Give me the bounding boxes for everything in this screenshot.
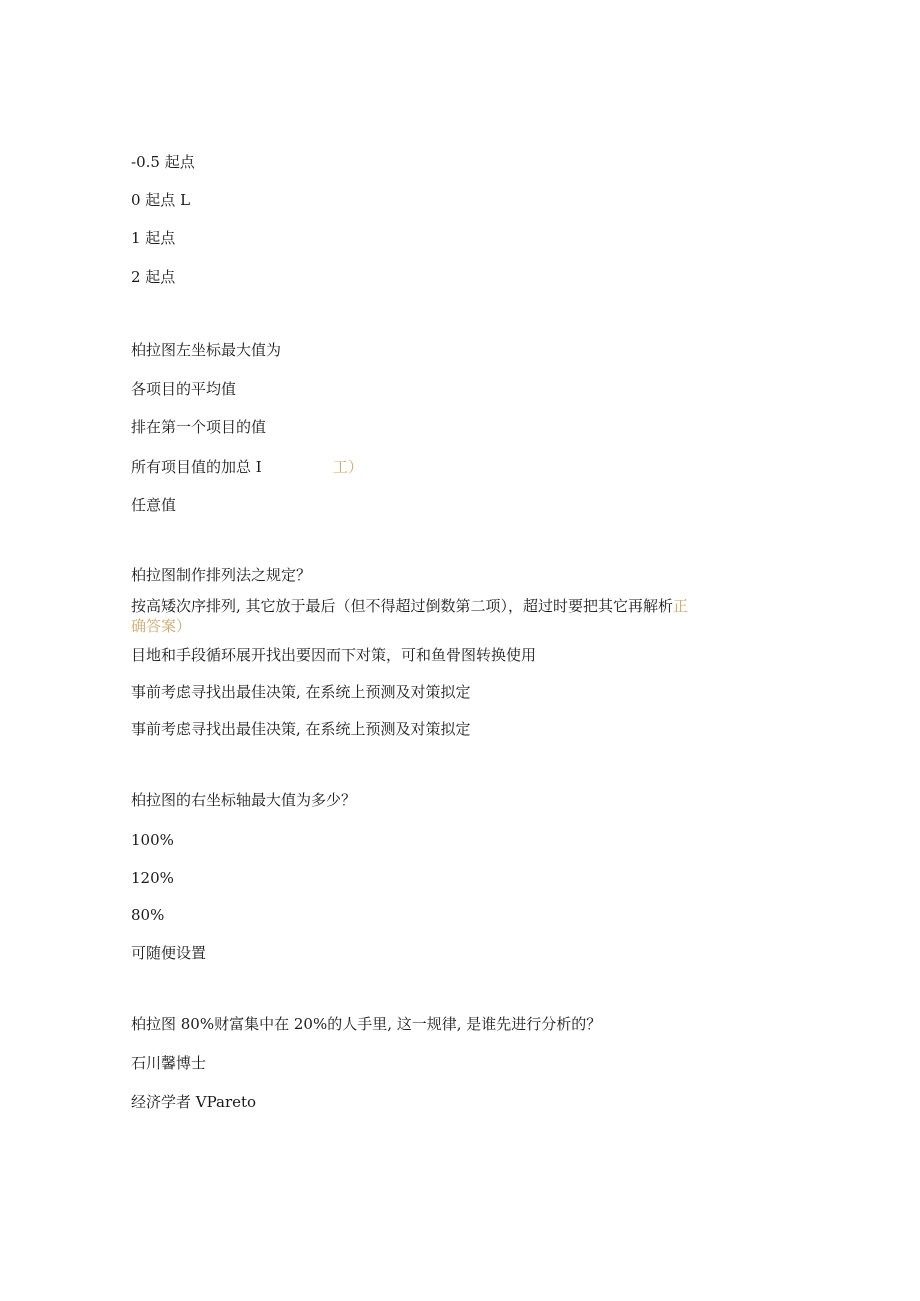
q3-option-1-text: 按高矮次序排列, 其它放于最后（但不得超过倒数第二项），超过时要把其它再解析 — [131, 597, 674, 615]
q2-question: 柏拉图左坐标最大值为 — [131, 341, 282, 359]
q4-option-4: 可随便设置 — [131, 944, 207, 962]
q3-option-3: 事前考虑寻找出最佳决策, 在系统上预测及对策拟定 — [131, 683, 471, 701]
q4-option-3: 80% — [131, 906, 165, 924]
q3-option-2: 目地和手段循环展开找出要因而下对策，可和鱼骨图转换使用 — [131, 646, 537, 664]
q1-option-4: 2 起点 — [131, 268, 176, 286]
q5-option-2: 经济学者 VPareto — [131, 1093, 257, 1111]
q1-option-3: 1 起点 — [131, 229, 176, 247]
q1-option-1: -0.5 起点 — [131, 153, 195, 171]
q2-option-3: 所有项目值的加总 I — [131, 458, 262, 476]
q3-answer-mark-b: 确答案） — [131, 617, 192, 635]
q4-option-2: 120% — [131, 869, 174, 887]
q1-option-2: 0 起点 L — [131, 191, 191, 209]
q2-option-1: 各项目的平均值 — [131, 380, 237, 398]
q5-question: 柏拉图 80%财富集中在 20%的人手里, 这一规律, 是谁先进行分析的？ — [131, 1015, 602, 1033]
q3-option-4: 事前考虑寻找出最佳决策, 在系统上预测及对策拟定 — [131, 720, 471, 738]
q2-option-4: 任意值 — [131, 496, 177, 514]
q3-question: 柏拉图制作排列法之规定？ — [131, 566, 312, 584]
q2-option-2: 排在第一个项目的值 — [131, 418, 267, 436]
q5-option-1: 石川馨博士 — [131, 1054, 207, 1072]
q4-option-1: 100% — [131, 831, 174, 849]
q4-question: 柏拉图的右坐标轴最大值为多少？ — [131, 791, 357, 809]
q2-answer-mark: 工） — [333, 458, 364, 476]
q3-answer-mark-a: 正 — [673, 597, 689, 615]
q3-option-1 — [131, 596, 688, 616]
